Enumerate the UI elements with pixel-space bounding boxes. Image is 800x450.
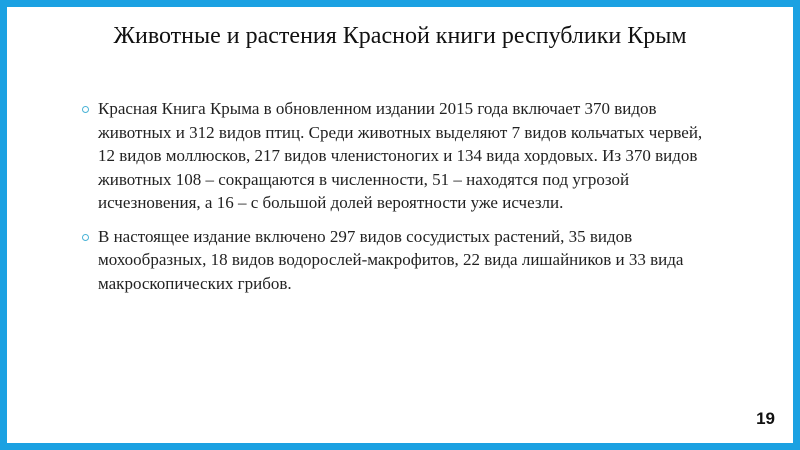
slide	[7, 7, 793, 443]
circle-bullet-icon	[82, 234, 89, 241]
slide-title: Животные и растения Красной книги республики Крым	[113, 23, 687, 49]
bullet-text: Красная Книга Крыма в обновленном издании 2015 года включает 370 видов животных и 312 видов птиц. Среди животных выделяют 7 видов кольчатых червей, 12 видов моллюсков, 217 видов членистоногих и 134 вида хордовых. Из 370 видов животных 108 – сокращаются в численности, 51 – находятся под угрозой исчезновения, а 16 – с большой долей вероятности уже исчезли.	[98, 99, 703, 212]
bullet-list	[82, 97, 722, 305]
circle-bullet-icon	[82, 106, 89, 113]
bullet-text: В настоящее издание включено 297 видов сосудистых растений, 35 видов мохообразных, 18 видов водорослей-макрофитов, 22 вида лишайников и 33 вида макроскопических грибов.	[98, 226, 684, 293]
bullet-item	[82, 97, 722, 215]
bullet-item	[82, 225, 722, 296]
page-number: 19	[756, 409, 775, 428]
